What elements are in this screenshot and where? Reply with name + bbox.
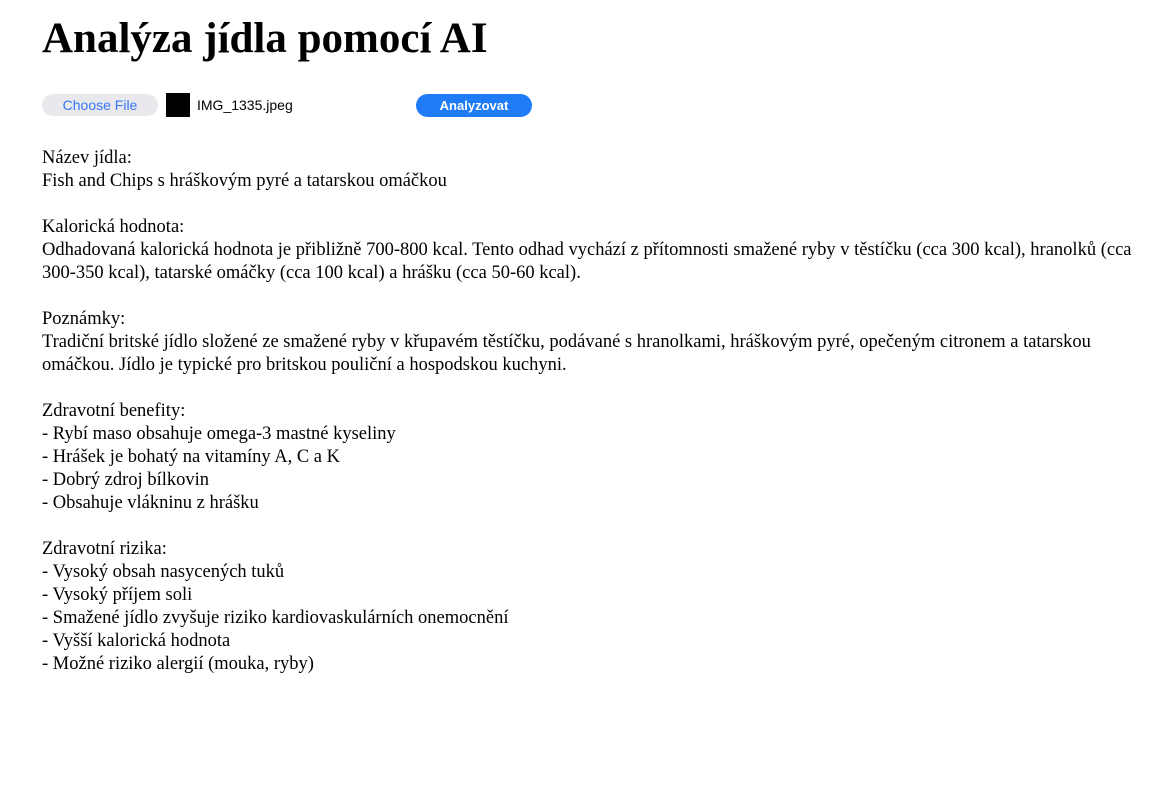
- list-item: - Vysoký obsah nasycených tuků: [42, 562, 285, 582]
- analyze-button[interactable]: Analyzovat: [416, 94, 532, 117]
- list-item: - Vysoký příjem soli: [42, 585, 193, 605]
- upload-form: [42, 93, 642, 117]
- risks-list: [42, 561, 1152, 676]
- list-item: - Smažené jídlo zvyšuje riziko kardiovaskulárních onemocnění: [42, 608, 509, 628]
- dish-section: [42, 147, 1152, 193]
- notes-heading: Poznámky:: [42, 309, 126, 329]
- page-title: Analýza jídla pomocí AI: [42, 15, 488, 62]
- benefits-heading: Zdravotní benefity:: [42, 401, 186, 421]
- benefits-section: [42, 400, 1152, 515]
- choose-file-button[interactable]: Choose File: [42, 94, 158, 116]
- list-item: - Rybí maso obsahuje omega-3 mastné kyseliny: [42, 424, 396, 444]
- calories-text: Odhadovaná kalorická hodnota je přibližně 700-800 kcal. Tento odhad vychází z přítomnosti smažené ryby v těstíčku (cca 300 kcal), hranolků (cca 300-350 kcal), tatarské omáčky (cca 100 kcal) a hrášku (cca 50-60 kcal).: [42, 240, 1132, 283]
- dish-heading: Název jídla:: [42, 148, 132, 168]
- list-item: - Dobrý zdroj bílkovin: [42, 470, 209, 490]
- list-item: - Obsahuje vlákninu z hrášku: [42, 493, 259, 513]
- analysis-result: [42, 147, 1152, 699]
- list-item: - Vyšší kalorická hodnota: [42, 631, 231, 651]
- risks-heading: Zdravotní rizika:: [42, 539, 167, 559]
- file-thumbnail-icon: [166, 93, 190, 117]
- benefits-list: [42, 423, 1152, 515]
- notes-text: Tradiční britské jídlo složené ze smažené ryby v křupavém těstíčku, podávané s hranolkami, hráškovým pyré, opečeným citronem a tatarskou omáčkou. Jídlo je typické pro britskou pouliční a hospodskou kuchyni.: [42, 332, 1091, 375]
- calories-heading: Kalorická hodnota:: [42, 217, 185, 237]
- list-item: - Možné riziko alergií (mouka, ryby): [42, 654, 314, 674]
- risks-section: [42, 538, 1152, 676]
- dish-name: Fish and Chips s hráškovým pyré a tatarskou omáčkou: [42, 171, 447, 191]
- calories-section: [42, 216, 1152, 285]
- notes-section: [42, 308, 1152, 377]
- list-item: - Hrášek je bohatý na vitamíny A, C a K: [42, 447, 340, 467]
- selected-file-name: IMG_1335.jpeg: [197, 97, 293, 113]
